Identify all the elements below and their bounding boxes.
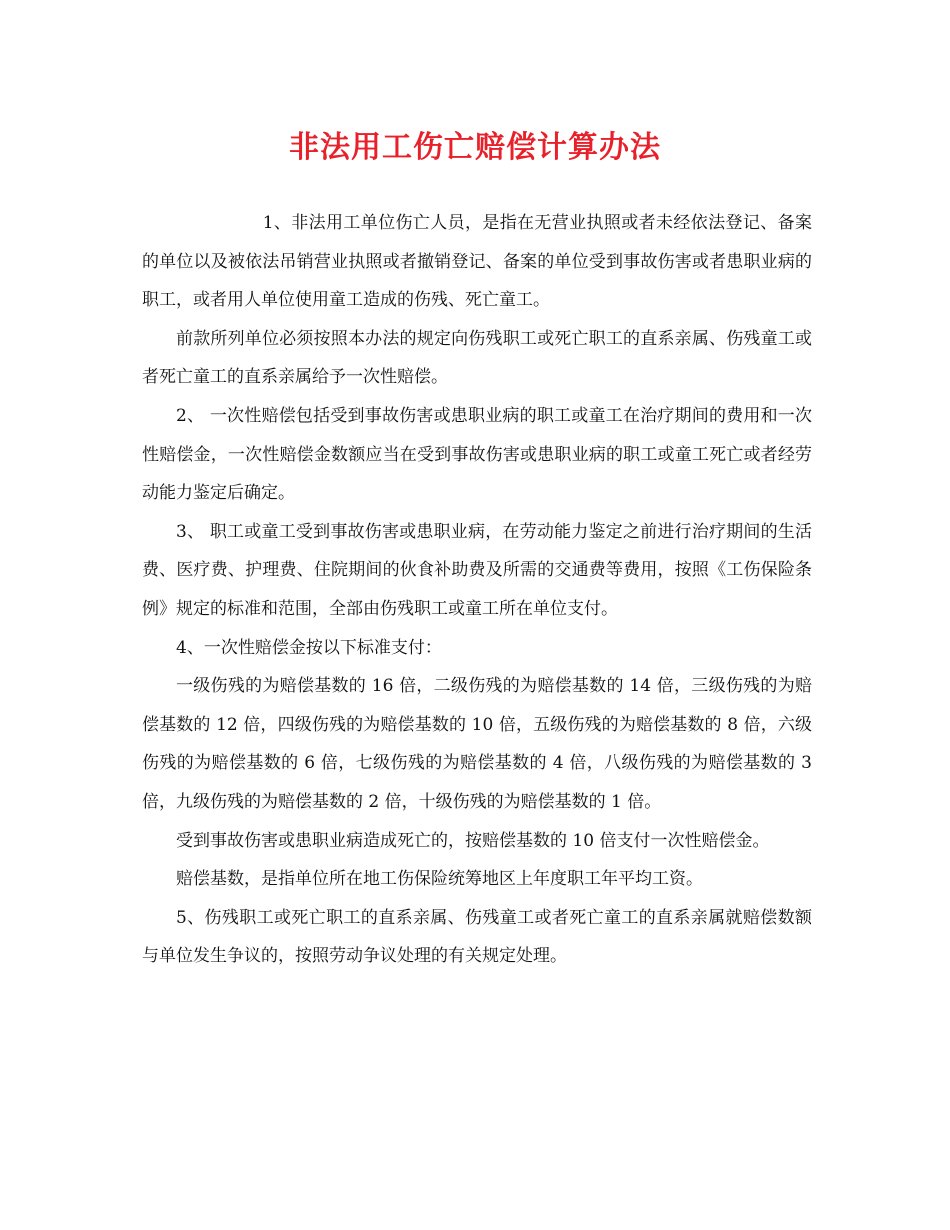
paragraph-3: 2、 一次性赔偿包括受到事故伤害或患职业病的职工或童工在治疗期间的费用和一次性赔偿金，一次性赔偿金数额应当在受到事故伤害或患职业病的职工或童工死亡或者经劳动能力鉴定后确定。 xyxy=(142,405,812,504)
paragraph-9: 5、伤残职工或死亡职工的直系亲属、伤残童工或者死亡童工的直系亲属就赔偿数额与单位发生争议的，按照劳动争议处理的有关规定处理。 xyxy=(142,907,812,967)
document-body xyxy=(142,204,812,976)
paragraph-6: 一级伤残的为赔偿基数的 16 倍，二级伤残的为赔偿基数的 14 倍，三级伤残的为赔偿基数的 12 倍，四级伤残的为赔偿基数的 10 倍，五级伤残的为赔偿基数的 8 倍，六级伤残的为赔偿基数的 6 倍，七级伤残的为赔偿基数的 4 倍，八级伤残的为赔偿基数的 3 倍，九级伤残的为赔偿基数的 2 倍，十级伤残的为赔偿基数的 1 倍。 xyxy=(142,676,812,812)
paragraph-7: 受到事故伤害或患职业病造成死亡的，按赔偿基数的 10 倍支付一次性赔偿金。 xyxy=(176,830,770,851)
paragraph-8: 赔偿基数，是指单位所在地工伤保险统筹地区上年度职工年平均工资。 xyxy=(176,869,703,890)
paragraph-4: 3、 职工或童工受到事故伤害或患职业病，在劳动能力鉴定之前进行治疗期间的生活费、医疗费、护理费、住院期间的伙食补助费及所需的交通费等费用，按照《工伤保险条例》规定的标准和范围，全部由伤残职工或童工所在单位支付。 xyxy=(142,521,812,619)
document-title: 非法用工伤亡赔偿计算办法 xyxy=(289,130,661,165)
paragraph-2: 前款所列单位必须按照本办法的规定向伤残职工或死亡职工的直系亲属、伤残童工或者死亡童工的直系亲属给予一次性赔偿。 xyxy=(142,328,812,388)
paragraph-1: 1、非法用工单位伤亡人员，是指在无营业执照或者未经依法登记、备案的单位以及被依法吊销营业执照或者撤销登记、备案的单位受到事故伤害或者患职业病的职工，或者用人单位使用童工造成的伤残、死亡童工。 xyxy=(142,213,812,311)
paragraph-5: 4、一次性赔偿金按以下标准支付： xyxy=(176,637,442,658)
